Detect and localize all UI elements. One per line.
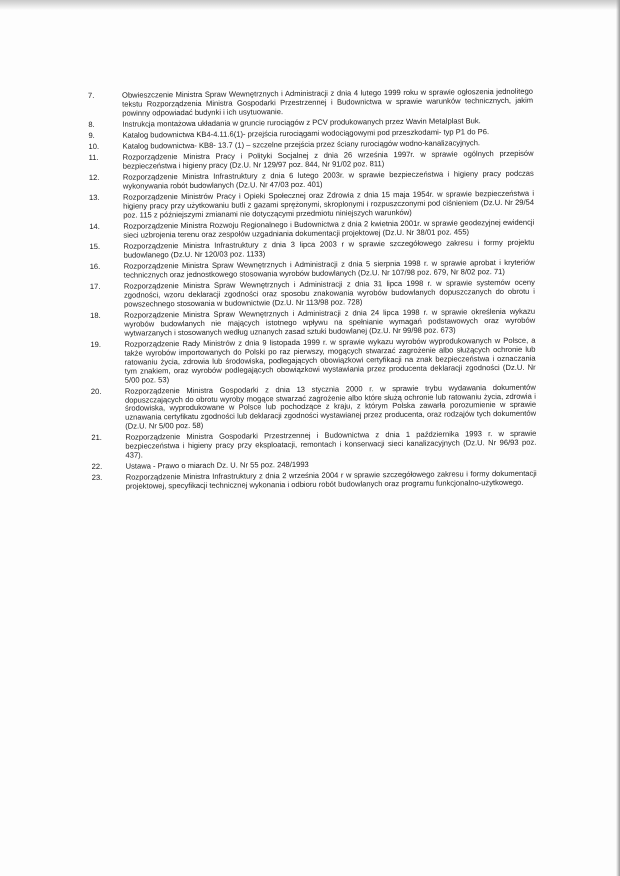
list-item	[90, 308, 535, 339]
list-item	[90, 279, 535, 310]
item-number: 14.	[89, 221, 100, 232]
item-text: Katalog budownictwa- KB8- 13.7 (1) – szczelne przejścia przez ściany rurociągów wodno-kanalizacyjnych.	[122, 138, 481, 151]
item-number: 13.	[88, 193, 100, 203]
item-text: Rozporządzenie Ministra Infrastruktury z dnia 6 lutego 2003r. w sprawie bezpieczeństwa i higieny pracy podczas wykonywania robót budowlanych (Dz.U. Nr 47/03 poz. 401)	[122, 168, 534, 191]
item-text: Rozporządzenie Ministra Rozwoju Regionalnego i Budownictwa z dnia 2 kwietnia 2001r. w sprawie geodezyjnej ewidencji sieci uzbrojenia terenu oraz zespołów uzgadniania dokumentacji projektowej (Dz.U. Nr 38/01 poz. 455)	[123, 217, 535, 240]
item-text: Ustawa - Prawo o miarach Dz. U. Nr 55 poz. 248/1993	[125, 460, 309, 471]
list-item	[89, 190, 534, 221]
item-text: Rozporządzenie Ministra Spraw Wewnętrznych i Administracji z dnia 24 lipca 1998 r. w sprawie określenia wykazu wyrobów budowlanych nie mających istotnego wpływu na spełnianie wymagań podstawowych oraz wyrobów wytwarzanych i stosowanych według uznanych zasad sztuki budowlanej (Dz.U. Nr 99/98 poz. 673)	[124, 306, 536, 338]
item-number: 19.	[90, 339, 102, 349]
list-item	[92, 470, 537, 492]
item-text: Rozporządzenie Ministrów Pracy i Opieki Społecznej oraz Zdrowia z dnia 15 maja 1954r. w sprawie bezpieczeństwa i higieny pracy przy użytkowaniu butli z gazami sprężonymi, skroplonymi i rozpuszczonymi pod ciśnieniem (Dz.U. Nr 29/54 poz. 115 z późniejszymi zmianami nie dotyczącymi przedmiotu niniejszych warunków)	[122, 188, 535, 220]
item-number: 16.	[89, 261, 101, 272]
item-number: 18.	[90, 310, 101, 320]
item-number: 20.	[90, 386, 102, 396]
item-text: Rozporządzenie Ministra Spraw Wewnętrznych i Administracji z dnia 31 lipca 1998 r. w sprawie systemów oceny zgodności, wzoru deklaracji zgodności oraz sposobu znakowania wyrobów budowlanych dopuszczanych do obrotu i powszechnego stosowania w budownictwie (Dz.U. Nr 113/98 poz. 728)	[123, 277, 535, 309]
item-number: 8.	[88, 119, 95, 129]
item-text: Rozporządzenie Ministra Pracy i Polityki Socjalnej z dnia 26 września 1997r. w sprawie ogólnych przepisów bezpieczeństwa i higieny pracy (Dz.U. Nr 129/97 poz. 844, Nr 91/02 poz. 811)	[122, 148, 534, 171]
list-item	[91, 430, 536, 461]
item-text: Rozporządzenie Ministra Gospodarki Przestrzennej i Budownictwa z dnia 1 października 1993 r. w sprawie bezpieczeństwa i higieny pracy przy eksploatacji, remontach i konserwacji sieci kanalizacyjnych (Dz.U. Nr 96/93 poz. 437).	[125, 429, 537, 460]
item-text: Katalog budownictwa KB4-4.11.6(1)- przejścia rurociągami wodociągowymi pod przeszkodami- typ P1 do P6.	[122, 127, 490, 140]
item-number: 9.	[88, 130, 95, 140]
item-number: 12.	[88, 173, 100, 183]
item-text: Rozporządzenie Ministra Spraw Wewnętrznych i Administracji z dnia 5 sierpnia 1998 r. w sprawie aprobat i kryteriów technicznych oraz jednostkowego stosowania wyrobów budowlanych (Dz.U. Nr 107/98 poz. 679, Nr 8/02 poz. 71)	[123, 257, 535, 280]
list-item	[90, 337, 535, 386]
list-item	[91, 383, 536, 432]
item-number: 7.	[87, 90, 95, 100]
item-number: 23.	[91, 473, 103, 483]
item-text: Obwieszczenie Ministra Spraw Wewnętrznych i Administracji z dnia 4 lutego 1999 roku w sprawie ogłoszenia jednolitego tekstu Rozporządzenia Ministra Gospodarki Przestrzennej i Budownictwa w sprawie warunków technicznych, jakim powinny odpowiadać budynki i ich usytuowanie.	[121, 86, 534, 118]
item-text: Rozporządzenie Ministra Infrastruktury z dnia 2 września 2004 r w sprawie szczegółowego zakresu i formy dokumentacji projektowej, specyfikacji technicznej wykonania i odbioru robót budowlanych oraz programu funkcjonalno-użytkowego.	[125, 469, 537, 491]
scan-top-shadow	[0, 0, 620, 10]
item-number: 21.	[91, 433, 102, 443]
item-text: Rozporządzenie Rady Ministrów z dnia 9 listopada 1999 r. w sprawie wykazu wyrobów wyprodukowanych w Polsce, a także wyrobów importowanych do Polski po raz pierwszy, mogących stwarzać zagrożenie albo służących ochronie lub ratowaniu życia, zdrowia lub środowiska, podlegających obowiązkowi certyfikacji na znak bezpieczeństwa i oznaczania tym znakiem, oraz wyrobów podlegających obowiązkowi wystawiania przez producenta deklaracji zgodności (Dz.U. Nr 5/00 poz. 53)	[124, 335, 536, 385]
list-item	[88, 88, 533, 119]
item-text: Rozporządzenie Ministra Infrastruktury z dnia 3 lipca 2003 r w sprawie szczegółowego zakresu i formy projektu budowlanego (Dz.U. Nr 120/03 poz. 1133)	[123, 237, 535, 260]
item-number: 15.	[89, 241, 101, 252]
item-number: 22.	[91, 462, 103, 472]
scan-right-shadow	[616, 0, 620, 876]
item-number: 10.	[88, 141, 100, 152]
item-number: 11.	[88, 153, 99, 163]
item-text: Rozporządzenie Ministra Gospodarki z dnia 13 stycznia 2000 r. w sprawie trybu wydawania dokumentów dopuszczających do obrotu wyroby mogące stwarzać zagrożenie albo które służą ochronie lub ratowaniu życia, zdrowia i środowiska, wyprodukowane w Polsce lub pochodzące z kraju, z którym Polska zawarła porozumienie w sprawie uznawania certyfikatu zgodności lub deklaracji zgodności wystawianej przez producenta, oraz rodzajów tych dokumentów (Dz.U. Nr 5/00 poz. 58)	[124, 382, 537, 431]
regulations-list	[88, 88, 537, 495]
item-text: Instrukcja montażowa układania w gruncie rurociągów z PCV produkowanych przez Wavin Metalplast Buk.	[122, 116, 481, 129]
item-number: 17.	[89, 281, 101, 292]
